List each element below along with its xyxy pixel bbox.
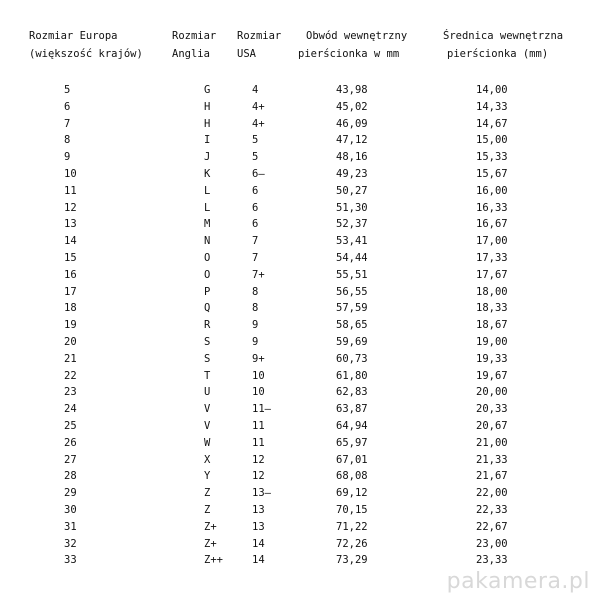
circumference-cell: 45,02 xyxy=(336,100,368,113)
diameter-cell: 18,67 xyxy=(476,319,508,332)
uk-size-cell: Y xyxy=(204,470,211,483)
us-size-cell: 14 xyxy=(252,554,265,567)
header-eu-line2: (większość krajów) xyxy=(29,48,143,60)
circumference-cell: 71,22 xyxy=(336,520,368,533)
diameter-cell: 23,33 xyxy=(476,554,508,567)
uk-size-cell: V xyxy=(204,420,211,432)
diameter-cell: 17,67 xyxy=(476,268,508,281)
uk-size-cell: H xyxy=(204,117,211,130)
us-size-cell: 8 xyxy=(252,302,259,315)
eu-size-cell: 6 xyxy=(64,100,71,113)
eu-size-cell: 32 xyxy=(64,537,77,550)
eu-size-cell: 9 xyxy=(64,151,71,164)
us-size-cell: 12 xyxy=(252,470,265,483)
us-size-cell: 5 xyxy=(252,151,259,164)
header-diam-line1: Średnica wewnętrzna xyxy=(443,30,564,42)
circumference-cell: 72,26 xyxy=(336,537,368,550)
diameter-cell: 19,67 xyxy=(476,369,508,382)
circumference-cell: 67,01 xyxy=(336,453,368,466)
diameter-cell: 19,33 xyxy=(476,352,508,365)
eu-size-cell: 12 xyxy=(64,201,77,214)
circumference-cell: 62,83 xyxy=(336,386,368,399)
eu-size-cell: 31 xyxy=(64,520,77,533)
us-size-cell: 10 xyxy=(252,369,265,382)
diameter-cell: 21,67 xyxy=(476,470,508,483)
uk-size-cell: Z xyxy=(204,504,211,516)
diameter-cell: 21,33 xyxy=(476,453,508,466)
circumference-cell: 47,12 xyxy=(336,134,368,147)
circumference-cell: 52,37 xyxy=(336,218,368,231)
us-size-cell: 11– xyxy=(252,403,271,416)
diameter-cell: 22,67 xyxy=(476,520,508,533)
uk-size-cell: N xyxy=(204,235,211,248)
circumference-cell: 54,44 xyxy=(336,252,368,264)
uk-size-cell: Z xyxy=(204,487,211,500)
us-size-cell: 9 xyxy=(252,319,259,332)
circumference-cell: 48,16 xyxy=(336,151,368,164)
uk-size-cell: K xyxy=(204,168,211,180)
uk-size-cell: I xyxy=(204,134,211,147)
circumference-cell: 68,08 xyxy=(336,470,368,483)
us-size-cell: 12 xyxy=(252,453,265,466)
diameter-cell: 15,67 xyxy=(476,168,508,180)
diameter-cell: 18,00 xyxy=(476,285,508,298)
us-size-cell: 13 xyxy=(252,520,265,533)
circumference-cell: 55,51 xyxy=(336,268,368,281)
eu-size-cell: 19 xyxy=(64,319,77,332)
eu-size-cell: 13 xyxy=(64,218,77,231)
circumference-cell: 50,27 xyxy=(336,184,368,197)
eu-size-cell: 15 xyxy=(64,252,77,264)
diameter-cell: 16,00 xyxy=(476,184,508,197)
eu-size-cell: 30 xyxy=(64,504,77,516)
diameter-cell: 20,33 xyxy=(476,403,508,416)
uk-size-cell: S xyxy=(204,336,211,348)
uk-size-cell: M xyxy=(204,218,211,231)
eu-size-cell: 25 xyxy=(64,420,77,432)
uk-size-cell: U xyxy=(204,386,211,399)
us-size-cell: 6– xyxy=(252,168,265,180)
circumference-cell: 70,15 xyxy=(336,504,368,516)
eu-size-cell: 11 xyxy=(64,184,77,197)
uk-size-cell: S xyxy=(204,352,211,365)
eu-size-cell: 7 xyxy=(64,117,71,130)
us-size-cell: 11 xyxy=(252,420,265,432)
header-us-line2: USA xyxy=(237,48,256,60)
header-diam-line2: pierścionka (mm) xyxy=(447,48,549,60)
header-us-line1: Rozmiar xyxy=(237,30,282,42)
us-size-cell: 4+ xyxy=(252,100,265,113)
circumference-cell: 57,59 xyxy=(336,302,368,315)
header-circ-line2: pierścionka w mm xyxy=(298,48,400,60)
circumference-cell: 43,98 xyxy=(336,84,368,96)
uk-size-cell: G xyxy=(204,84,211,96)
circumference-cell: 63,87 xyxy=(336,403,368,416)
us-size-cell: 8 xyxy=(252,285,259,298)
diameter-cell: 19,00 xyxy=(476,336,508,348)
eu-size-cell: 23 xyxy=(64,386,77,399)
diameter-cell: 17,00 xyxy=(476,235,508,248)
us-size-cell: 13– xyxy=(252,487,271,500)
header-uk-line1: Rozmiar xyxy=(172,30,217,42)
uk-size-cell: W xyxy=(204,436,211,449)
us-size-cell: 6 xyxy=(252,218,259,231)
us-size-cell: 10 xyxy=(252,386,265,399)
diameter-cell: 21,00 xyxy=(476,436,508,449)
diameter-cell: 14,67 xyxy=(476,117,508,130)
eu-size-cell: 5 xyxy=(64,84,71,96)
diameter-cell: 23,00 xyxy=(476,537,508,550)
watermark-logo: pakamera.pl xyxy=(446,569,590,594)
diameter-cell: 20,67 xyxy=(476,420,508,432)
circumference-cell: 69,12 xyxy=(336,487,368,500)
header-uk-line2: Anglia xyxy=(172,48,210,60)
circumference-cell: 53,41 xyxy=(336,235,368,248)
eu-size-cell: 21 xyxy=(64,352,77,365)
eu-size-cell: 16 xyxy=(64,268,77,281)
uk-size-cell: R xyxy=(204,319,211,332)
uk-size-cell: L xyxy=(204,184,211,197)
circumference-cell: 64,94 xyxy=(336,420,368,432)
us-size-cell: 6 xyxy=(252,184,259,197)
eu-size-cell: 18 xyxy=(64,302,77,315)
eu-size-cell: 28 xyxy=(64,470,77,483)
us-size-cell: 9+ xyxy=(252,352,265,365)
eu-size-cell: 27 xyxy=(64,453,77,466)
uk-size-cell: O xyxy=(204,252,211,264)
diameter-cell: 15,33 xyxy=(476,151,508,164)
us-size-cell: 9 xyxy=(252,336,259,348)
eu-size-cell: 10 xyxy=(64,168,77,180)
circumference-cell: 58,65 xyxy=(336,319,368,332)
uk-size-cell: J xyxy=(204,151,211,164)
eu-size-cell: 29 xyxy=(64,487,77,500)
uk-size-cell: V xyxy=(204,403,211,416)
uk-size-cell: Z++ xyxy=(204,554,223,567)
eu-size-cell: 20 xyxy=(64,336,77,348)
diameter-cell: 17,33 xyxy=(476,252,508,264)
us-size-cell: 4 xyxy=(252,84,259,96)
circumference-cell: 46,09 xyxy=(336,117,368,130)
us-size-cell: 7 xyxy=(252,252,259,264)
diameter-cell: 20,00 xyxy=(476,386,508,399)
us-size-cell: 13 xyxy=(252,504,265,516)
eu-size-cell: 14 xyxy=(64,235,77,248)
diameter-cell: 14,33 xyxy=(476,100,508,113)
uk-size-cell: O xyxy=(204,268,211,281)
uk-size-cell: T xyxy=(204,369,211,382)
diameter-cell: 18,33 xyxy=(476,302,508,315)
diameter-cell: 16,33 xyxy=(476,201,508,214)
eu-size-cell: 8 xyxy=(64,134,71,147)
circumference-cell: 61,80 xyxy=(336,369,368,382)
circumference-cell: 49,23 xyxy=(336,168,368,180)
circumference-cell: 65,97 xyxy=(336,436,368,449)
us-size-cell: 11 xyxy=(252,436,265,449)
eu-size-cell: 33 xyxy=(64,554,77,567)
header-circ-line1: Obwód wewnętrzny xyxy=(306,30,408,42)
eu-size-cell: 17 xyxy=(64,285,77,298)
circumference-cell: 73,29 xyxy=(336,554,368,567)
eu-size-cell: 22 xyxy=(64,369,77,382)
us-size-cell: 4+ xyxy=(252,117,265,130)
diameter-cell: 15,00 xyxy=(476,134,508,147)
us-size-cell: 7 xyxy=(252,235,259,248)
header-eu-line1: Rozmiar Europa xyxy=(29,30,118,42)
diameter-cell: 16,67 xyxy=(476,218,508,231)
diameter-cell: 22,00 xyxy=(476,487,508,500)
circumference-cell: 56,55 xyxy=(336,285,368,298)
eu-size-cell: 24 xyxy=(64,403,77,416)
uk-size-cell: Z+ xyxy=(204,520,217,533)
uk-size-cell: P xyxy=(204,285,211,298)
us-size-cell: 6 xyxy=(252,201,259,214)
uk-size-cell: H xyxy=(204,100,211,113)
diameter-cell: 22,33 xyxy=(476,504,508,516)
us-size-cell: 5 xyxy=(252,134,259,147)
diameter-cell: 14,00 xyxy=(476,84,508,96)
circumference-cell: 59,69 xyxy=(336,336,368,348)
eu-size-cell: 26 xyxy=(64,436,77,449)
uk-size-cell: Z+ xyxy=(204,537,217,550)
uk-size-cell: Q xyxy=(204,302,211,315)
circumference-cell: 51,30 xyxy=(336,201,368,214)
circumference-cell: 60,73 xyxy=(336,352,368,365)
uk-size-cell: X xyxy=(204,453,211,466)
us-size-cell: 7+ xyxy=(252,268,265,281)
us-size-cell: 14 xyxy=(252,537,265,550)
uk-size-cell: L xyxy=(204,201,211,214)
